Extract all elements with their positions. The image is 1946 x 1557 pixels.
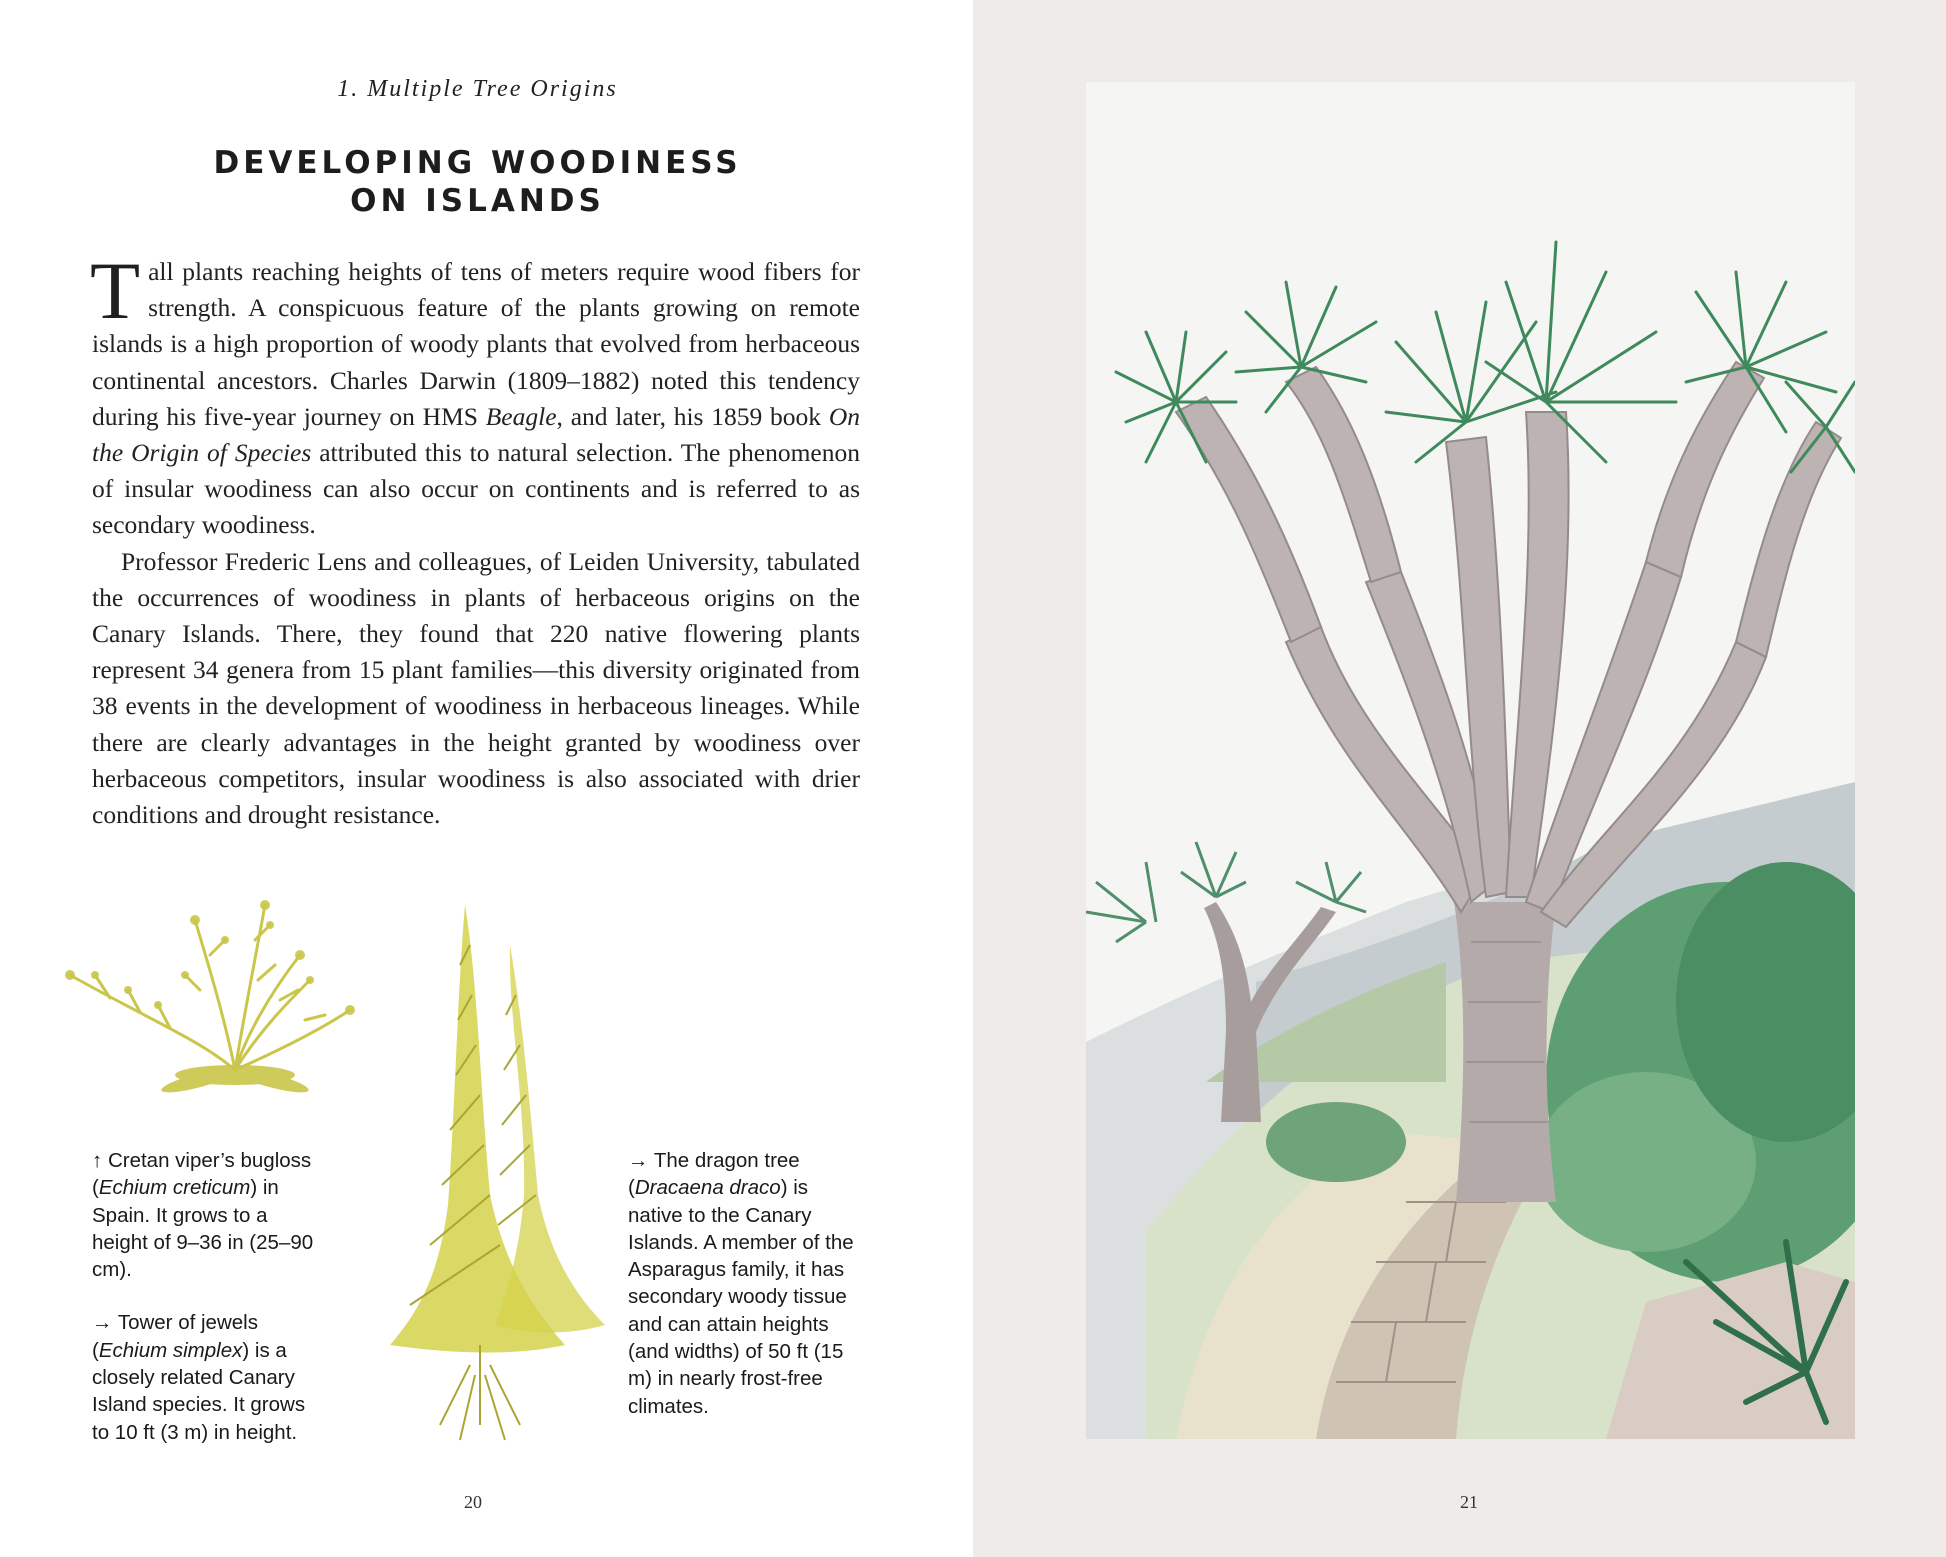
tower-of-jewels-sketch bbox=[330, 905, 620, 1445]
ship-name: Beagle bbox=[485, 401, 557, 431]
right-arrow-icon: → bbox=[92, 1311, 113, 1335]
drop-cap: T bbox=[90, 245, 141, 336]
paragraph-1-lead: all plants reaching heights of tens of meters require wood fibers for strength. A conspicuous feature of the plants growing on remote islands is a high proportion of woody plants that evolved from herbaceous continental ancestors. Charles Darwin (1809–1882) noted this tendency during his five-year journey on HMS bbox=[92, 257, 860, 431]
caption-viper-latin: Echium creticum bbox=[98, 1176, 251, 1200]
up-arrow-icon: ↑ bbox=[92, 1149, 103, 1172]
body-text bbox=[90, 245, 861, 833]
caption-viper-pre: Cretan viper’s bugloss ( bbox=[92, 1149, 312, 1200]
caption-viper-bugloss bbox=[92, 1147, 322, 1446]
paragraph-1-mid: , and later, his 1859 book bbox=[556, 401, 829, 431]
caption-viper-post: ) in Spain. It grows to a height of 9–36 in (25–90 cm). bbox=[92, 1176, 314, 1282]
paragraph-1 bbox=[90, 245, 861, 544]
caption-dragon-pre: The dragon tree ( bbox=[628, 1149, 800, 1200]
page-title bbox=[0, 144, 955, 220]
dragon-tree-illustration bbox=[1086, 82, 1855, 1439]
caption-dragon-tree bbox=[628, 1147, 858, 1420]
caption-jewels-latin: Echium simplex bbox=[98, 1338, 243, 1362]
caption-jewels-pre: Tower of jewels ( bbox=[92, 1311, 258, 1362]
caption-viper-text bbox=[92, 1147, 322, 1283]
dragon-tree-painting bbox=[1086, 82, 1855, 1439]
caption-dragon-text bbox=[628, 1147, 858, 1420]
book-title: On the Origin of Species bbox=[92, 401, 861, 468]
title-line-1: DEVELOPING WOODINESS bbox=[213, 145, 742, 181]
right-page bbox=[973, 0, 1946, 1557]
paragraph-2: Professor Frederic Lens and colleagues, of Leiden University, tabulated the occurrences of woodiness in plants of herbaceous origins on the Canary Islands. There, they found that 220 native flowering plants represent 34 genera from 15 plant families—this diversity originated from 38 events in the development of woodiness in herbaceous lineages. While there are clearly advantages in the height granted by woodiness over herbaceous competitors, insular woodiness is also associated with drier conditions and drought resistance. bbox=[92, 546, 860, 830]
caption-jewels-post: ) is a closely related Canary Island species. It grows to 10 ft (3 m) in height. bbox=[92, 1338, 306, 1444]
paragraph-1-tail: attributed this to natural selection. The phenomenon of insular woodiness can also occur on continents and is referred to as secondary woodiness. bbox=[92, 438, 860, 540]
title-line-2: ON ISLANDS bbox=[350, 183, 605, 219]
caption-dragon-post: ) is native to the Canary Islands. A member of the Asparagus family, it has secondary woody tissue and can attain heights (and widths) of 50 ft (15 m) in nearly frost-free climates. bbox=[628, 1176, 854, 1418]
running-head: 1. Multiple Tree Origins bbox=[337, 76, 618, 102]
page-number-left: 20 bbox=[464, 1492, 482, 1512]
right-arrow-icon: → bbox=[628, 1149, 649, 1172]
page-number-right: 21 bbox=[1460, 1492, 1478, 1512]
caption-jewels-text bbox=[92, 1309, 322, 1445]
caption-dragon-latin: Dracaena draco bbox=[634, 1176, 781, 1200]
